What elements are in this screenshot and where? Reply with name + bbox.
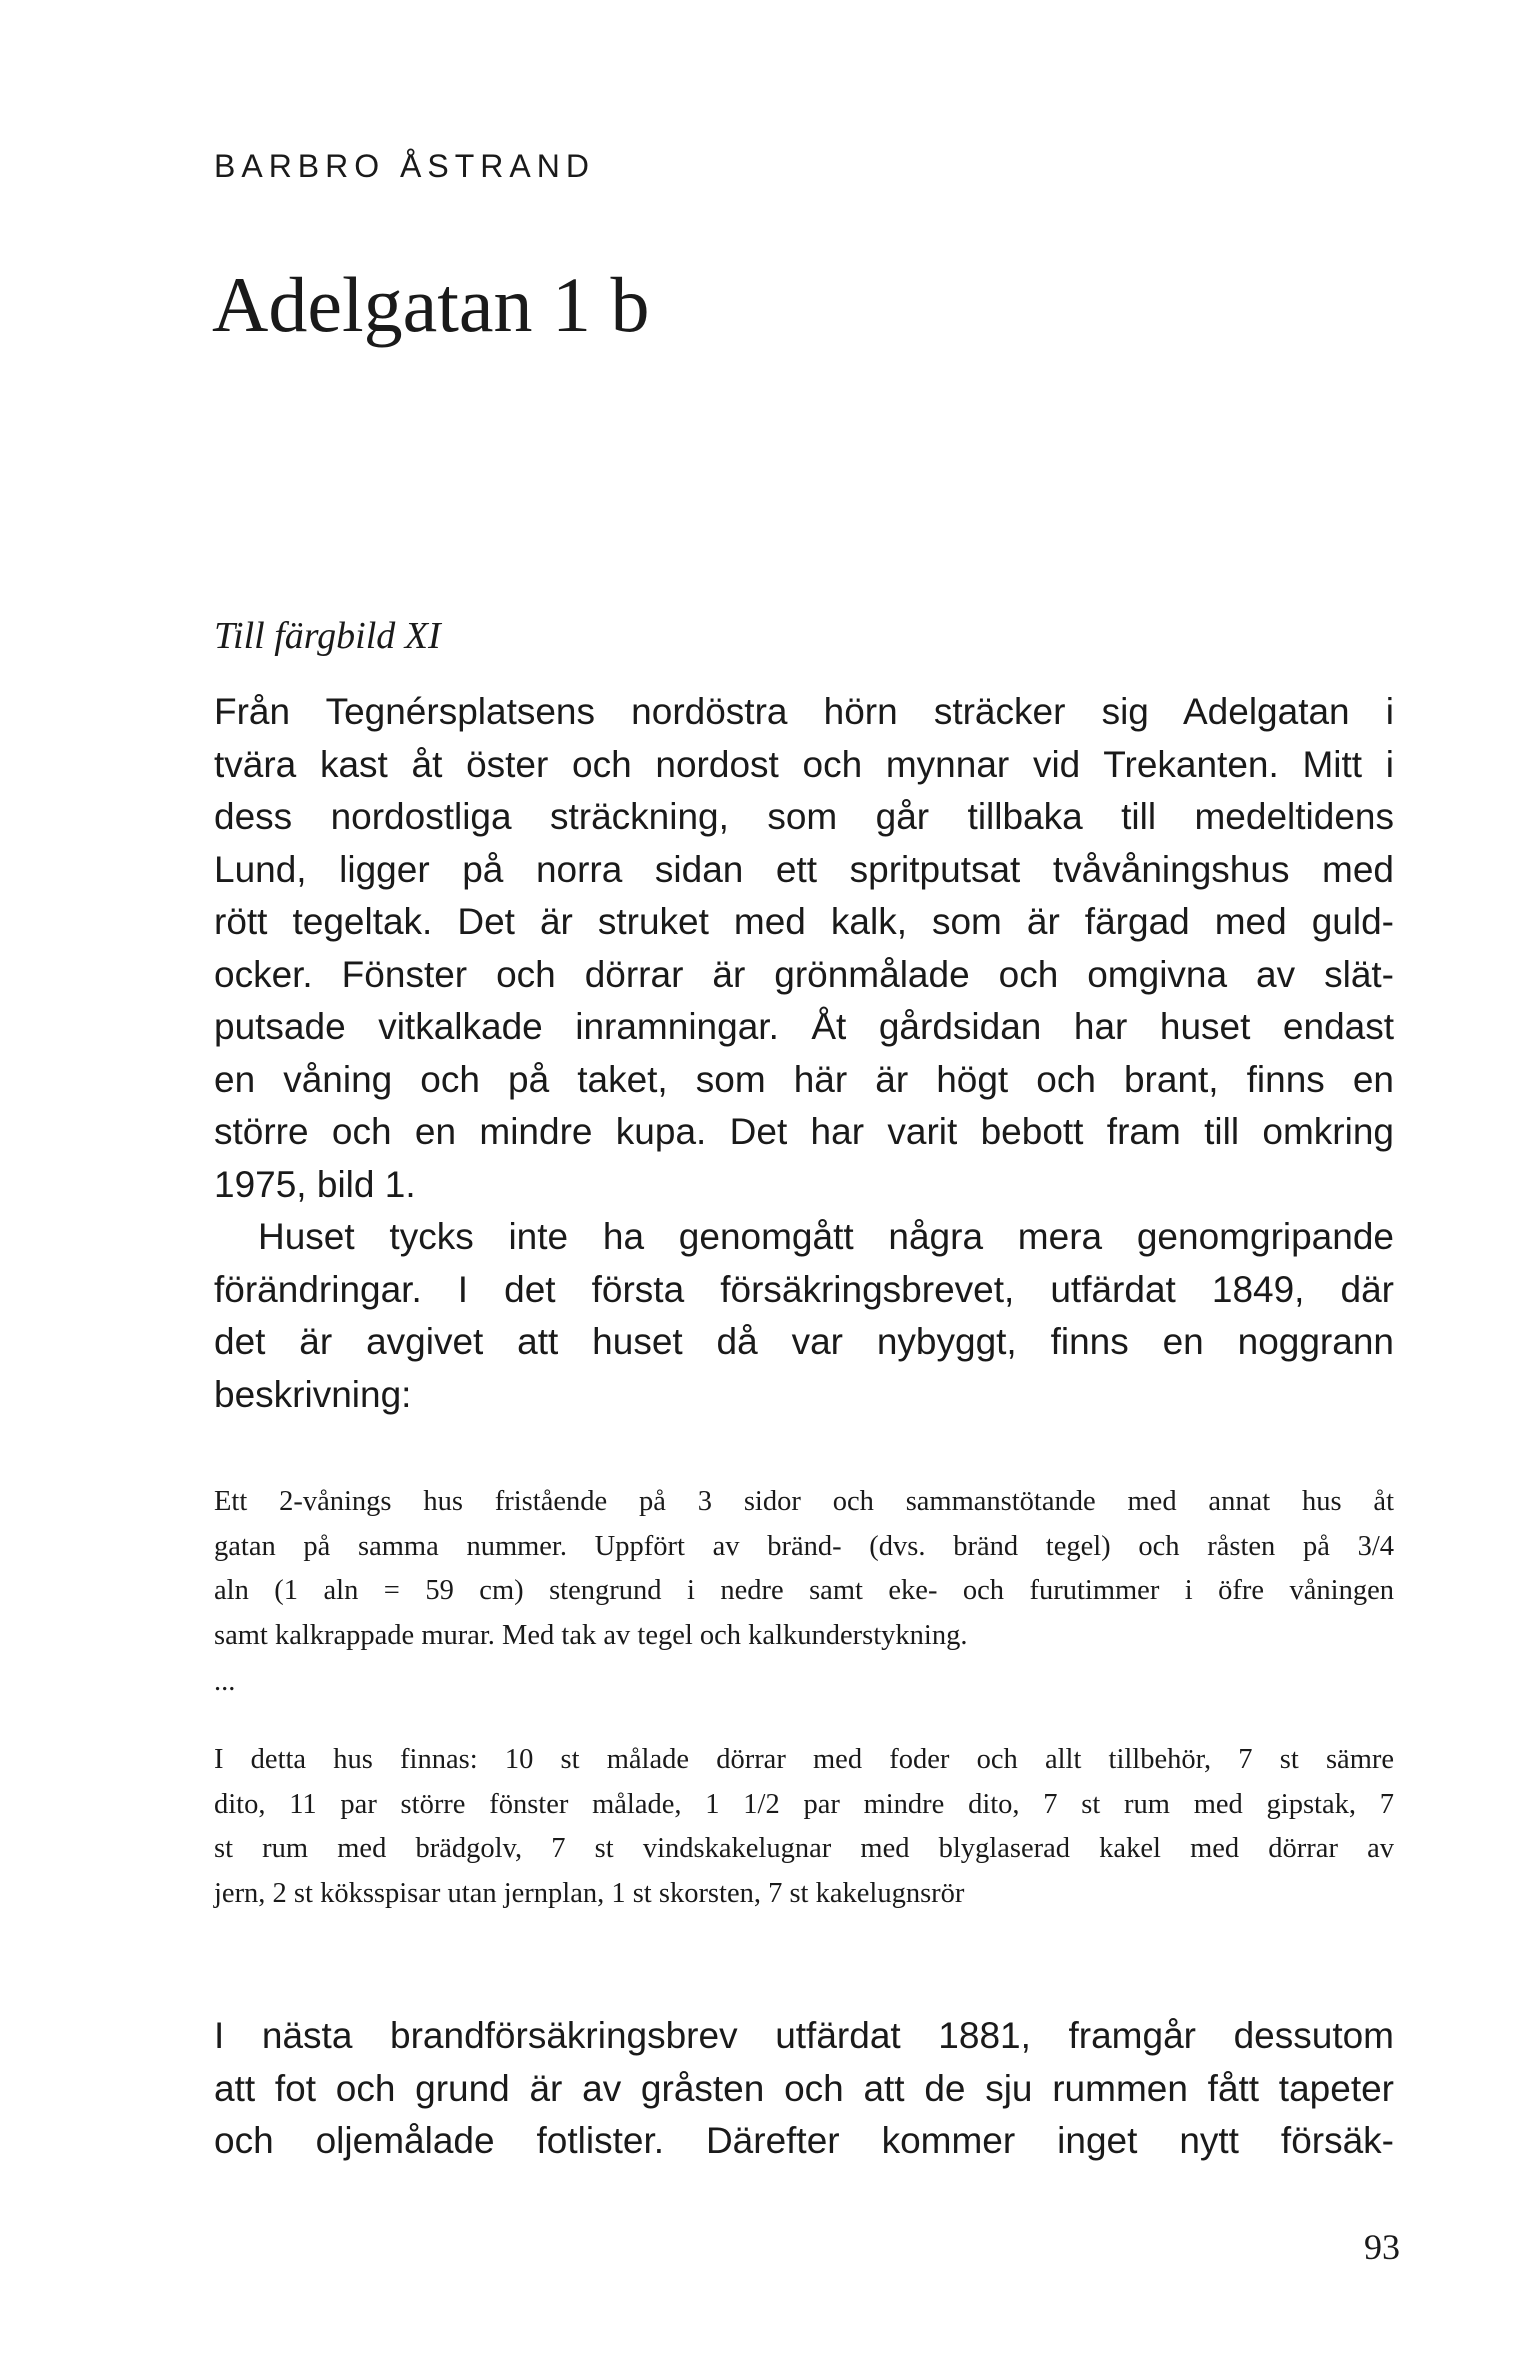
paragraph-line: tvära kast åt öster och nordost och mynnar vid Trekanten. Mitt i xyxy=(214,743,1394,785)
paragraph-line: det är avgivet att huset då var nybyggt, finns en noggrann xyxy=(214,1321,1394,1362)
author-name: BARBRO ÅSTRAND xyxy=(214,148,595,184)
paragraph-line: större och en mindre kupa. Det har varit bebott fram till omkring xyxy=(214,1111,1394,1152)
quote-line: samt kalkrappade murar. Med tak av tegel och kalkunderstykning. xyxy=(214,1619,968,1651)
quote-line: I detta hus finnas: 10 st målade dörrar med foder och allt tillbehör, 7 st sämre xyxy=(214,1744,1394,1775)
quote-line: dito, 11 par större fönster målade, 1 1/2 par mindre dito, 7 st rum med gipstak, 7 xyxy=(214,1788,1394,1820)
ellipsis: ... xyxy=(214,1666,236,1697)
chapter-title: Adelgatan 1 b xyxy=(212,261,650,348)
page-number: 93 xyxy=(1364,2227,1400,2267)
paragraph-line: ocker. Fönster och dörrar är grönmålade och omgivna av slät- xyxy=(214,953,1394,995)
quote-ellipsis xyxy=(214,1660,1394,1705)
quote-line: jern, 2 st köksspisar utan jernplan, 1 st skorsten, 7 st kakelugnsrör xyxy=(214,1877,965,1909)
quote-line: st rum med brädgolv, 7 st vindskakelugnar med blyglaserad kakel med dörrar av xyxy=(214,1833,1394,1864)
paragraph-line: I nästa brandförsäkringsbrev utfärdat 1881, framgår dessutom xyxy=(214,2015,1394,2056)
paragraph-line: och oljemålade fotlister. Därefter kommer inget nytt försäk- xyxy=(214,2120,1394,2161)
paragraph-line: en våning och på taket, som här är högt och brant, finns en xyxy=(214,1058,1394,1100)
paragraph-line: att fot och grund är av gråsten och att de sju rummen fått tapeter xyxy=(214,2067,1394,2109)
quote-line: gatan på samma nummer. Uppfört av bränd- (dvs. bränd tegel) och råsten på 3/4 xyxy=(214,1530,1394,1562)
paragraph-3 xyxy=(214,2010,1394,2168)
quote-block-1 xyxy=(214,1480,1394,1658)
quote-block-2 xyxy=(214,1738,1394,1916)
figure-reference: Till färgbild XI xyxy=(214,615,441,657)
quote-line: aln (1 aln = 59 cm) stengrund i nedre samt eke- och furutimmer i öfre våningen xyxy=(214,1575,1394,1606)
paragraph-line: Från Tegnérsplatsens nordöstra hörn sträcker sig Adelgatan i xyxy=(214,691,1394,732)
paragraph-1 xyxy=(214,686,1394,1211)
paragraph-2 xyxy=(214,1211,1394,1421)
paragraph-line: 1975, bild 1. xyxy=(214,1163,416,1205)
paragraph-line: Huset tycks inte ha genomgått några mera genomgripande xyxy=(258,1216,1394,1257)
paragraph-line: förändringar. I det första försäkringsbrevet, utfärdat 1849, där xyxy=(214,1268,1394,1310)
quote-line: Ett 2-vånings hus fristående på 3 sidor och sammanstötande med annat hus åt xyxy=(214,1486,1394,1517)
paragraph-line: rött tegeltak. Det är struket med kalk, som är färgad med guld- xyxy=(214,901,1394,942)
paragraph-line: beskrivning: xyxy=(214,1373,412,1415)
paragraph-line: Lund, ligger på norra sidan ett spritputsat tvåvåningshus med xyxy=(214,848,1394,890)
paragraph-line: putsade vitkalkade inramningar. Åt gårdsidan har huset endast xyxy=(214,1006,1394,1047)
paragraph-line: dess nordostliga sträckning, som går tillbaka till medeltidens xyxy=(214,796,1394,837)
